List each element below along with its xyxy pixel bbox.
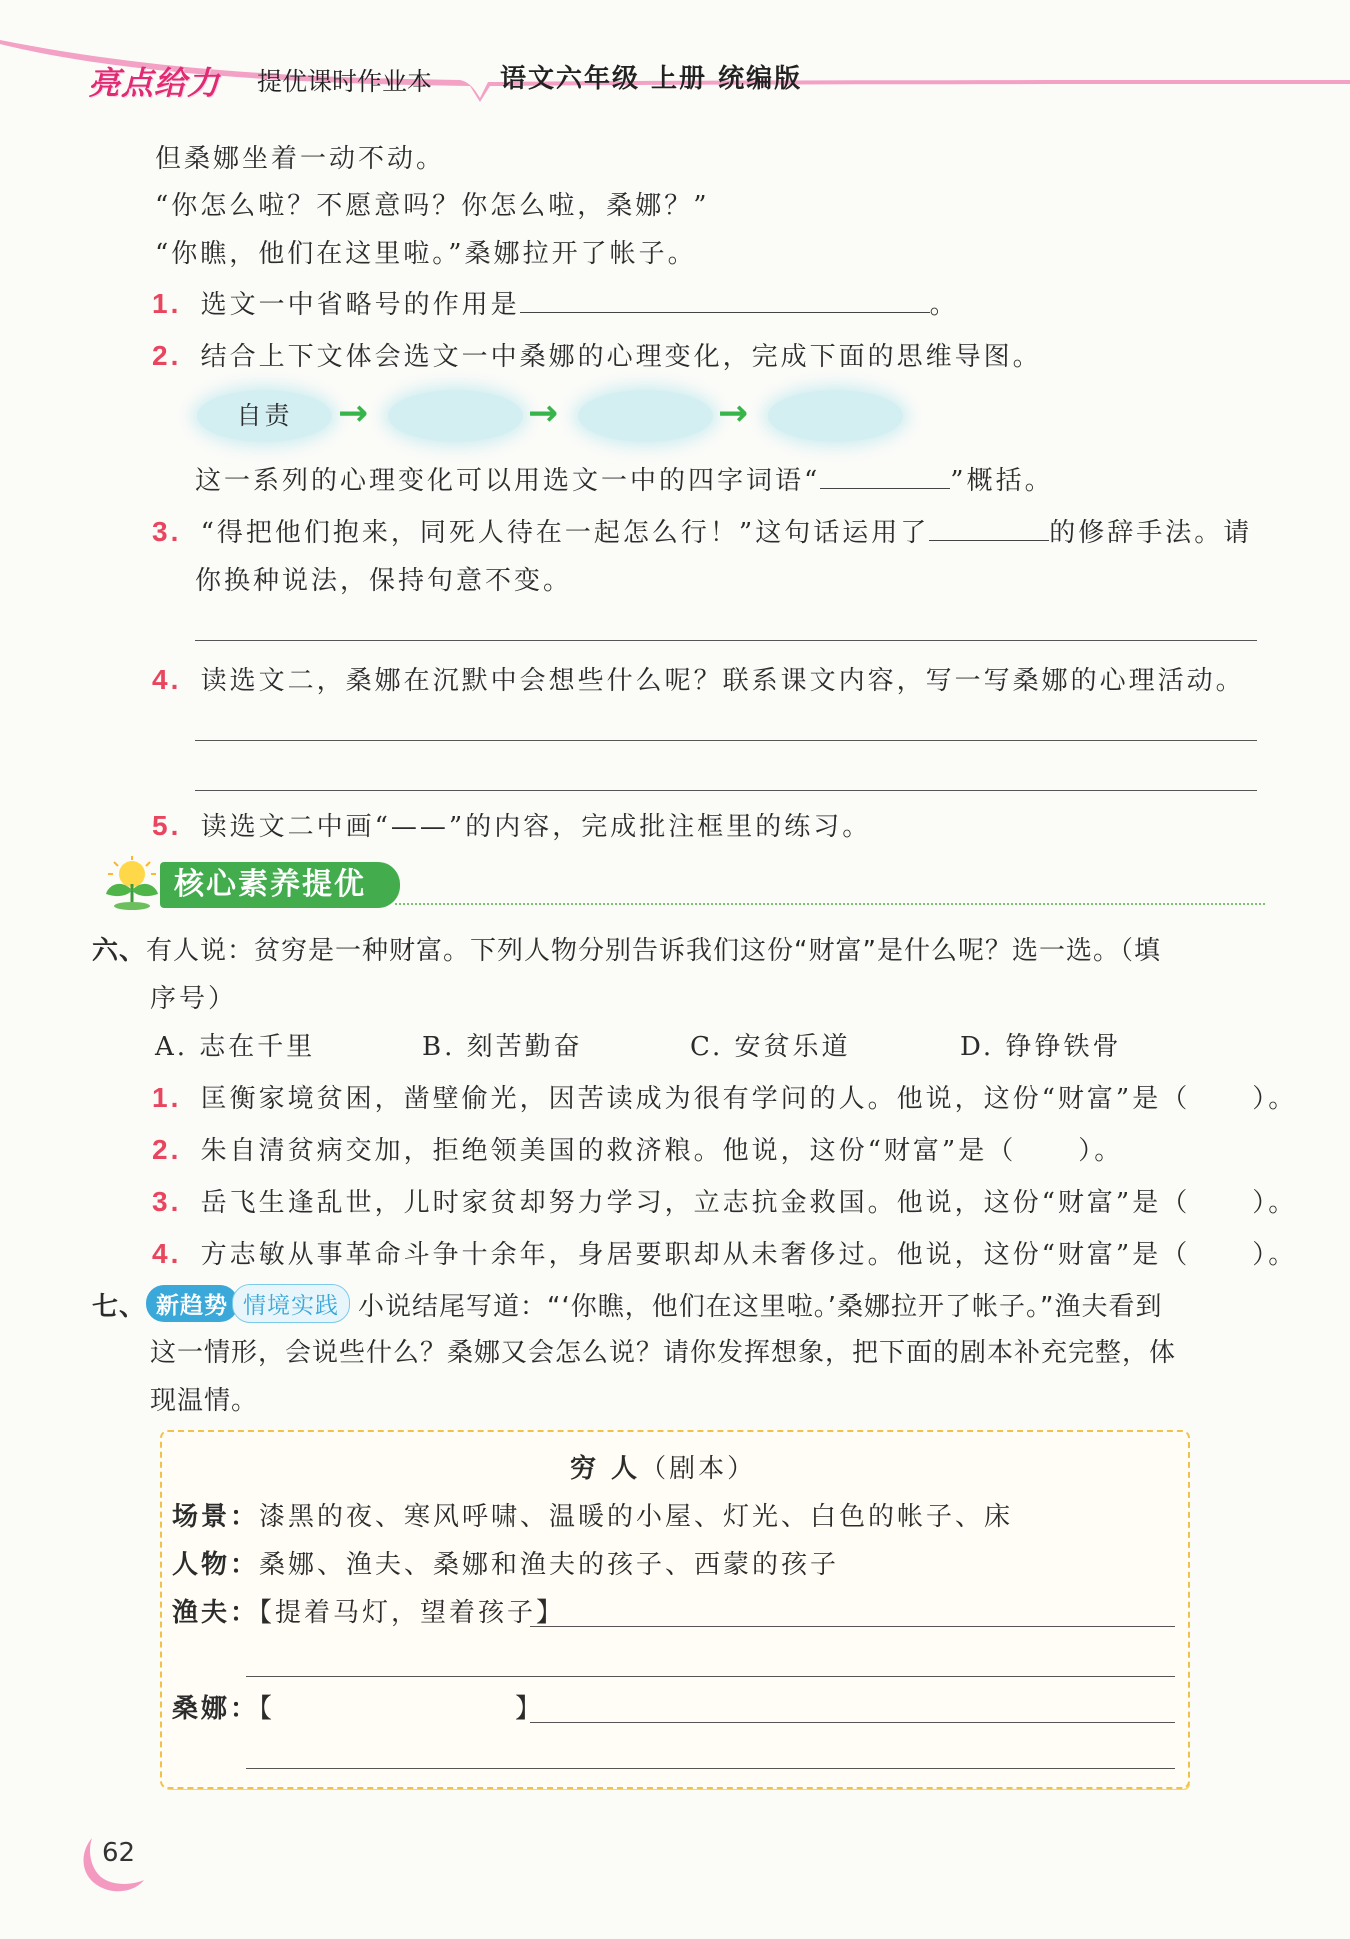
scenario-badge: 情境实践 xyxy=(232,1284,350,1323)
mindmap-node-blank[interactable] xyxy=(388,390,523,442)
item-tail: ）。 xyxy=(1252,1084,1298,1114)
section-6-prompt-line2: 序号） xyxy=(150,984,238,1014)
answer-line[interactable] xyxy=(195,790,1257,791)
series-title: 提优课时作业本 xyxy=(257,67,433,96)
mindmap-node-start: 自责 xyxy=(197,390,332,442)
list-item xyxy=(152,1182,1297,1219)
question-text: 读选文二中画“——”的内容，完成批注框里的练习。 xyxy=(200,812,872,842)
item-text: 方志敏从事革命斗争十余年，身居要职却从未奢侈过。他说，这份“财富”是（ xyxy=(200,1240,1191,1270)
item-number: 2. xyxy=(152,1134,182,1165)
section-banner xyxy=(160,862,400,908)
answer-line[interactable] xyxy=(195,640,1257,641)
question-3 xyxy=(152,512,1252,549)
arrow-right-icon: → xyxy=(528,393,559,434)
option-a: A. 志在千里 xyxy=(155,1032,316,1062)
characters-text: 桑娜、渔夫、桑娜和渔夫的孩子、西蒙的孩子 xyxy=(259,1550,840,1580)
question-3-line2: 你换种说法，保持句意不变。 xyxy=(195,566,573,596)
question-text: 读选文二，桑娜在沉默中会想些什么呢？联系课文内容，写一写桑娜的心理活动。 xyxy=(200,666,1245,696)
question-text: 选文一中省略号的作用是 xyxy=(200,290,520,320)
mindmap-summary xyxy=(195,460,1054,497)
arrow-right-icon: → xyxy=(718,393,749,434)
section-7-line2: 这一情形，会说些什么？桑娜又会怎么说？请你发挥想象，把下面的剧本补充完整，体 xyxy=(150,1338,1177,1368)
subject-title: 语文六年级 上册 统编版 xyxy=(500,64,803,94)
passage-line: “你瞧，他们在这里啦。”桑娜拉开了帐子。 xyxy=(155,239,697,269)
fisher-label: 渔夫： xyxy=(172,1598,260,1628)
section-7-prompt xyxy=(92,1284,1163,1323)
script-scene xyxy=(172,1496,1013,1533)
item-text: 岳飞生逢乱世，儿时家贫却努力学习，立志抗金救国。他说，这份“财富”是（ xyxy=(200,1188,1191,1218)
item-tail: ）。 xyxy=(1078,1136,1124,1166)
question-tail: 。 xyxy=(929,290,959,320)
script-title-main: 穷 人 xyxy=(570,1454,641,1484)
answer-blank[interactable] xyxy=(820,462,950,489)
question-text: “得把他们抱来，同死人待在一起怎么行！”这句话运用了 xyxy=(200,518,930,548)
item-number: 4. xyxy=(152,1238,182,1269)
section-6-prompt xyxy=(92,930,1161,967)
option-c: C. 安贫乐道 xyxy=(690,1032,851,1062)
section-7-line3: 现温情。 xyxy=(150,1386,259,1416)
answer-line[interactable] xyxy=(246,1676,1175,1677)
question-number: 4. xyxy=(152,664,182,695)
section-prompt: 有人说：贫穷是一种财富。下列人物分别告诉我们这份“财富”是什么呢？选一选。（填 xyxy=(146,936,1161,966)
answer-line[interactable] xyxy=(530,1722,1175,1723)
passage-line: “你怎么啦？不愿意吗？你怎么啦，桑娜？” xyxy=(155,191,710,221)
item-number: 3. xyxy=(152,1186,182,1217)
answer-line[interactable] xyxy=(195,740,1257,741)
script-title-sub: （剧本） xyxy=(640,1454,757,1484)
arrow-right-icon: → xyxy=(338,393,369,434)
list-item xyxy=(152,1078,1297,1115)
question-text: 结合上下文体会选文一中桑娜的心理变化，完成下面的思维导图。 xyxy=(200,342,1042,372)
item-tail: ）。 xyxy=(1252,1188,1298,1218)
scene-text: 漆黑的夜、寒风呼啸、温暖的小屋、灯光、白色的帐子、床 xyxy=(259,1502,1014,1532)
answer-blank[interactable] xyxy=(929,514,1049,541)
answer-line[interactable] xyxy=(246,1768,1175,1769)
section-title: 核心素养提优 xyxy=(174,867,366,902)
bracket-close: 】 xyxy=(515,1694,545,1724)
new-trend-badge: 新趋势 xyxy=(146,1285,238,1322)
question-4 xyxy=(152,660,1245,697)
page-number: 62 xyxy=(102,1838,136,1868)
question-2 xyxy=(152,336,1042,373)
item-text: 匡衡家境贫困，凿壁偷光，因苦读成为很有学问的人。他说，这份“财富”是（ xyxy=(200,1084,1191,1114)
question-number: 3. xyxy=(152,516,182,547)
mindmap-node-blank[interactable] xyxy=(578,390,713,442)
list-item xyxy=(152,1130,1123,1167)
fisher-direction: 【提着马灯，望着孩子】 xyxy=(259,1598,566,1628)
question-number: 5. xyxy=(152,810,182,841)
answer-line[interactable] xyxy=(530,1626,1175,1627)
script-sangna xyxy=(172,1688,544,1725)
answer-blank[interactable] xyxy=(520,286,930,313)
script-title xyxy=(570,1448,756,1485)
item-text: 朱自清贫病交加，拒绝领美国的救济粮。他说，这份“财富”是（ xyxy=(200,1136,1017,1166)
option-b: B. 刻苦勤奋 xyxy=(422,1032,583,1062)
bracket-open: 【 xyxy=(259,1694,276,1724)
question-tail: 的修辞手法。请 xyxy=(1049,518,1253,548)
question-5 xyxy=(152,806,871,843)
sangna-label: 桑娜： xyxy=(172,1694,260,1724)
section-label: 七、 xyxy=(92,1292,147,1322)
script-fisher xyxy=(172,1592,565,1629)
question-number: 1. xyxy=(152,288,182,319)
brand-logo: 亮点给力 xyxy=(88,64,221,102)
sprout-sun-icon xyxy=(100,856,164,910)
script-characters xyxy=(172,1544,839,1581)
characters-label: 人物： xyxy=(172,1550,260,1580)
summary-text: 这一系列的心理变化可以用选文一中的四字词语“ xyxy=(195,466,821,496)
scene-label: 场景： xyxy=(172,1502,260,1532)
section-divider xyxy=(395,903,1265,905)
mindmap-node-blank[interactable] xyxy=(768,390,903,442)
section-label: 六、 xyxy=(92,936,147,966)
passage-line: 但桑娜坐着一动不动。 xyxy=(155,144,446,174)
question-1 xyxy=(152,284,959,321)
item-number: 1. xyxy=(152,1082,182,1113)
option-d: D. 铮铮铁骨 xyxy=(960,1032,1122,1062)
item-tail: ）。 xyxy=(1252,1240,1298,1270)
question-number: 2. xyxy=(152,340,182,371)
list-item xyxy=(152,1234,1297,1271)
section-prompt: 小说结尾写道：“‘你瞧，他们在这里啦。’桑娜拉开了帐子。”渔夫看到 xyxy=(358,1292,1163,1322)
summary-tail: ”概括。 xyxy=(950,466,1054,496)
